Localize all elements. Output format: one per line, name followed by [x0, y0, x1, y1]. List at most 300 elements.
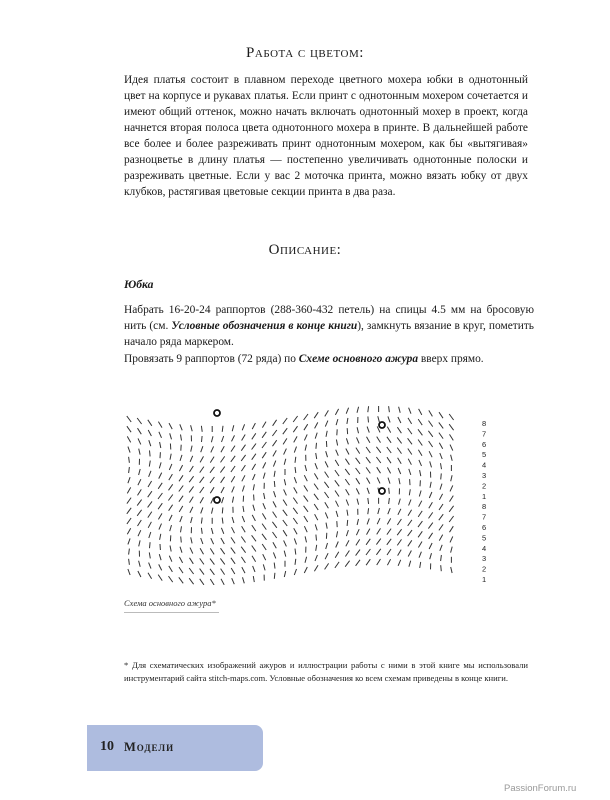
- chart-stitch-mark: [190, 456, 193, 462]
- chart-stitch-mark: [210, 548, 214, 554]
- chart-stitch-mark: [160, 442, 161, 448]
- chart-stitch-mark: [241, 445, 245, 451]
- chart-stitch-mark: [356, 529, 359, 535]
- heading-color-work: Работа с цветом:: [246, 45, 364, 61]
- chart-stitch-mark: [428, 431, 432, 437]
- chart-stitch-mark: [253, 576, 254, 582]
- chart-stitch-mark: [241, 547, 245, 553]
- chart-row-number: 5: [482, 533, 487, 543]
- chart-stitch-mark: [356, 539, 360, 545]
- chart-stitch-mark: [450, 434, 454, 440]
- chart-stitch-mark: [439, 524, 443, 530]
- chart-stitch-mark: [316, 443, 317, 449]
- chart-stitch-mark: [366, 467, 370, 473]
- chart-stitch-mark: [441, 555, 442, 561]
- chart-stitch-mark: [304, 526, 307, 532]
- chart-row-number: 6: [482, 439, 487, 449]
- section-title: Модели: [124, 740, 175, 754]
- chart-stitch-mark: [263, 462, 266, 468]
- chart-stitch-mark: [398, 417, 401, 423]
- chart-stitch-mark: [274, 573, 275, 579]
- chart-stitch-mark: [305, 536, 306, 542]
- chart-stitch-mark: [325, 421, 328, 427]
- chart-stitch-mark: [149, 552, 150, 558]
- subheading-skirt: Юбка: [124, 278, 154, 291]
- chart-stitch-mark: [231, 446, 235, 452]
- chart-stitch-mark: [253, 474, 256, 480]
- chart-stitch-mark: [191, 517, 193, 523]
- chart-stitch-mark: [262, 524, 266, 530]
- chart-stitch-mark: [201, 528, 202, 534]
- chart-stitch-mark: [368, 498, 369, 504]
- chart-stitch-mark: [284, 540, 287, 546]
- chart-stitch-mark: [273, 461, 275, 467]
- chart-stitch-mark: [367, 529, 370, 535]
- chart-stitch-mark: [387, 457, 391, 463]
- chart-stitch-mark: [262, 422, 266, 428]
- chart-stitch-mark: [191, 425, 193, 431]
- chart-stitch-mark: [190, 466, 194, 472]
- chart-stitch-mark: [357, 499, 359, 505]
- chart-stitch-mark: [242, 516, 244, 522]
- chart-stitch-mark: [273, 450, 276, 456]
- chart-stitch-mark: [420, 470, 421, 476]
- chart-stitch-mark: [440, 484, 442, 490]
- chart-stitch-mark: [325, 502, 329, 508]
- chart-stitch-mark: [232, 527, 235, 533]
- chart-stitch-mark: [430, 482, 431, 488]
- chart-stitch-mark: [200, 548, 203, 554]
- chart-stitch-mark: [242, 435, 246, 441]
- chart-stitch-mark: [357, 407, 359, 413]
- chart-stitch-mark: [367, 437, 370, 443]
- chart-stitch-mark: [440, 453, 442, 459]
- chart-stitch-mark: [179, 486, 183, 492]
- chart-stitch-mark: [346, 540, 349, 546]
- chart-row-number: 7: [482, 429, 487, 439]
- chart-row-number: 2: [482, 564, 487, 574]
- chart-stitch-mark: [191, 446, 192, 452]
- chart-row-number: 3: [482, 471, 487, 480]
- chart-stitch-mark: [409, 408, 411, 414]
- chart-stitch-mark: [429, 441, 433, 447]
- chart-stitch-mark: [439, 433, 443, 439]
- chart-stitch-mark: [222, 497, 224, 503]
- chart-stitch-mark: [326, 543, 328, 549]
- chart-stitch-mark: [170, 546, 171, 552]
- chart-stitch-mark: [129, 457, 130, 463]
- chart-stitch-mark: [200, 569, 204, 575]
- chart-stitch-mark: [252, 433, 256, 439]
- chart-stitch-mark: [138, 479, 141, 485]
- chart-stitch-mark: [159, 462, 161, 468]
- chart-stitch-mark: [451, 567, 452, 573]
- chart-stitch-mark: [336, 419, 338, 425]
- chart-stitch-mark: [242, 486, 244, 492]
- chart-stitch-mark: [148, 481, 152, 487]
- chart-stitch-mark: [305, 557, 307, 563]
- chart-stitch-mark: [314, 473, 318, 479]
- chart-stitch-mark: [450, 526, 454, 532]
- chart-stitch-mark: [316, 545, 317, 551]
- chart-stitch-mark: [294, 487, 297, 493]
- chart-stitch-mark: [304, 434, 307, 440]
- chart-stitch-mark: [169, 464, 172, 470]
- chart-stitch-mark: [397, 448, 401, 454]
- chart-stitch-mark: [419, 552, 421, 558]
- chart-stitch-mark: [388, 508, 390, 514]
- chart-stitch-mark: [315, 555, 317, 561]
- chart-stitch-mark: [336, 440, 337, 446]
- chart-stitch-mark: [304, 475, 307, 481]
- chart-stitch-mark: [179, 465, 182, 471]
- pattern-chart-reference: Схеме основного ажура: [298, 353, 419, 365]
- chart-stitch-mark: [325, 492, 329, 498]
- chart-row-number: 6: [482, 523, 487, 532]
- chart-stitch-mark: [304, 567, 307, 573]
- chart-stitch-mark: [314, 412, 318, 418]
- chart-stitch-mark: [408, 438, 412, 444]
- chart-stitch-mark: [408, 449, 412, 455]
- pattern-text-end: вверх прямо.: [418, 353, 484, 365]
- chart-stitch-mark: [201, 538, 203, 544]
- chart-stitch-mark: [347, 520, 348, 526]
- chart-stitch-mark: [160, 534, 161, 540]
- chart-stitch-mark: [201, 426, 202, 432]
- chart-stitch-mark: [273, 512, 277, 518]
- chart-stitch-mark: [295, 457, 296, 463]
- chart-stitch-mark: [409, 561, 411, 567]
- chart-row-number: 8: [482, 419, 487, 428]
- legend-reference: Условные обозначения в конце книги: [171, 320, 358, 332]
- chart-stitch-mark: [450, 496, 454, 502]
- chart-stitch-mark: [284, 449, 287, 455]
- chart-stitch-mark: [221, 569, 225, 575]
- chart-stitch-mark: [139, 469, 141, 475]
- chart-stitch-mark: [148, 430, 151, 436]
- chart-stitch-mark: [398, 560, 401, 566]
- chart-stitch-mark: [449, 414, 453, 420]
- chart-stitch-mark: [293, 508, 297, 514]
- chart-stitch-mark: [441, 473, 442, 479]
- chart-stitch-mark: [252, 535, 256, 541]
- chart-yarn-over-symbol: [379, 422, 385, 428]
- chart-stitch-mark: [241, 465, 245, 471]
- chart-stitch-mark: [180, 455, 182, 461]
- chart-stitch-mark: [419, 460, 422, 466]
- chart-stitch-mark: [357, 427, 358, 433]
- chart-stitch-mark: [294, 569, 296, 575]
- chart-stitch-mark: [450, 485, 453, 491]
- chart-stitch-mark: [190, 558, 194, 564]
- chart-stitch-mark: [127, 528, 130, 534]
- chart-stitch-mark: [264, 493, 265, 499]
- chart-stitch-mark: [335, 480, 339, 486]
- chart-stitch-mark: [170, 433, 172, 439]
- watermark: PassionForum.ru: [504, 783, 577, 794]
- chart-stitch-mark: [158, 575, 162, 581]
- chart-stitch-mark: [211, 538, 214, 544]
- chart-stitch-mark: [231, 537, 235, 543]
- chart-stitch-mark: [221, 456, 225, 462]
- chart-stitch-mark: [179, 496, 183, 502]
- chart-stitch-mark: [220, 558, 224, 564]
- chart-stitch-mark: [366, 457, 370, 463]
- chart-stitch-mark: [387, 427, 390, 433]
- chart-stitch-mark: [180, 547, 182, 553]
- chart-stitch-mark: [273, 552, 275, 558]
- chart-stitch-mark: [273, 532, 277, 538]
- chart-stitch-mark: [127, 426, 131, 432]
- chart-stitch-mark: [137, 418, 141, 424]
- chart-stitch-mark: [409, 500, 411, 506]
- chart-stitch-mark: [408, 418, 412, 424]
- chart-stitch-mark: [293, 498, 297, 504]
- chart-stitch-mark: [201, 507, 203, 513]
- chart-stitch-mark: [336, 531, 337, 537]
- chart-stitch-mark: [274, 471, 275, 477]
- chart-stitch-mark: [377, 528, 381, 534]
- chart-stitch-mark: [439, 504, 443, 510]
- chart-stitch-mark: [179, 475, 183, 481]
- chart-stitch-mark: [376, 457, 380, 463]
- chart-stitch-mark: [231, 476, 235, 482]
- chart-stitch-mark: [139, 540, 140, 546]
- chart-stitch-mark: [200, 467, 204, 473]
- chart-stitch-mark: [430, 553, 432, 559]
- chart-stitch-mark: [441, 565, 442, 571]
- chart-stitch-mark: [231, 548, 235, 554]
- chart-stitch-mark: [220, 467, 224, 473]
- chart-stitch-mark: [314, 504, 318, 510]
- chart-stitch-mark: [387, 437, 391, 443]
- chart-stitch-mark: [420, 562, 421, 568]
- pattern-text: Провязать 9 раппортов (72 ряда) по: [124, 353, 299, 365]
- chart-stitch-mark: [169, 556, 172, 562]
- chart-stitch-mark: [346, 489, 350, 495]
- chart-stitch-mark: [138, 489, 142, 495]
- chart-stitch-mark: [231, 456, 235, 462]
- chart-stitch-mark: [315, 524, 317, 530]
- chart-stitch-mark: [272, 522, 276, 528]
- chart-stitch-mark: [429, 410, 433, 416]
- chart-stitch-mark: [398, 509, 401, 515]
- chart-stitch-mark: [419, 501, 422, 507]
- chart-stitch-mark: [252, 525, 256, 531]
- chart-stitch-mark: [376, 539, 380, 545]
- chart-stitch-mark: [262, 442, 266, 448]
- chart-stitch-mark: [347, 418, 348, 424]
- chart-stitch-mark: [169, 505, 173, 511]
- chart-stitch-mark: [231, 558, 235, 564]
- chart-stitch-mark: [429, 451, 432, 457]
- chart-stitch-mark: [262, 513, 266, 519]
- chart-stitch-mark: [316, 535, 317, 541]
- chart-stitch-mark: [158, 483, 162, 489]
- chart-stitch-mark: [127, 487, 130, 493]
- chart-stitch-mark: [408, 428, 412, 434]
- chart-stitch-mark: [169, 484, 173, 490]
- chart-stitch-mark: [398, 458, 402, 464]
- chart-stitch-mark: [408, 510, 412, 516]
- chart-stitch-mark: [325, 553, 328, 559]
- chart-stitch-mark: [450, 536, 453, 542]
- chart-stitch-mark: [148, 522, 151, 528]
- chart-stitch-mark: [387, 529, 391, 535]
- chart-stitch-mark: [418, 440, 422, 446]
- chart-stitch-mark: [325, 563, 329, 569]
- chart-stitch-mark: [200, 579, 204, 585]
- chart-stitch-mark: [324, 482, 328, 488]
- chart-stitch-mark: [418, 531, 422, 537]
- chart-stitch-mark: [387, 549, 391, 555]
- chart-stitch-mark: [128, 569, 130, 575]
- chart-stitch-mark: [294, 477, 296, 483]
- chart-stitch-mark: [179, 557, 182, 563]
- chart-stitch-mark: [210, 559, 214, 565]
- chart-stitch-mark: [295, 559, 296, 565]
- chart-stitch-mark: [429, 543, 432, 549]
- chart-stitch-mark: [181, 537, 182, 543]
- lace-chart: [117, 405, 497, 585]
- chart-stitch-mark: [419, 491, 421, 497]
- chart-stitch-mark: [377, 467, 381, 473]
- chart-stitch-mark: [222, 436, 224, 442]
- chart-stitch-mark: [284, 571, 285, 577]
- chart-stitch-mark: [314, 565, 318, 571]
- chart-stitch-mark: [169, 566, 173, 572]
- chart-stitch-mark: [428, 523, 432, 529]
- chart-stitch-mark: [325, 512, 328, 518]
- chart-stitch-mark: [159, 564, 162, 570]
- chart-stitch-mark: [263, 564, 265, 570]
- chart-stitch-mark: [399, 499, 401, 505]
- chart-stitch-mark: [418, 450, 422, 456]
- chart-stitch-mark: [137, 510, 141, 516]
- chart-stitch-mark: [232, 425, 234, 431]
- caption-divider: [124, 612, 219, 613]
- chart-stitch-mark: [315, 422, 318, 428]
- chart-stitch-mark: [221, 477, 225, 483]
- chart-stitch-mark: [252, 444, 256, 450]
- chart-stitch-mark: [388, 478, 390, 484]
- chart-stitch-mark: [399, 478, 400, 484]
- chart-stitch-mark: [262, 544, 266, 550]
- chart-stitch-mark: [283, 530, 287, 536]
- chart-stitch-mark: [345, 561, 349, 567]
- chart-stitch-mark: [180, 424, 182, 430]
- chart-stitch-mark: [335, 409, 338, 415]
- chart-stitch-mark: [191, 537, 192, 543]
- chart-stitch-mark: [345, 459, 349, 465]
- chart-stitch-mark: [397, 539, 401, 545]
- chart-stitch-mark: [409, 489, 410, 495]
- chart-stitch-mark: [335, 562, 339, 568]
- chart-stitch-mark: [356, 458, 360, 464]
- chart-stitch-mark: [294, 436, 297, 442]
- chart-stitch-mark: [367, 518, 369, 524]
- chart-stitch-mark: [190, 548, 193, 554]
- chart-row-number: 4: [482, 543, 487, 553]
- chart-stitch-mark: [232, 435, 235, 441]
- chart-stitch-mark: [232, 517, 234, 523]
- chart-stitch-mark: [202, 436, 203, 442]
- chart-stitch-mark: [231, 568, 235, 574]
- chart-stitch-mark: [356, 550, 360, 556]
- chart-stitch-mark: [346, 500, 348, 506]
- chart-stitch-mark: [252, 546, 256, 552]
- chart-stitch-mark: [253, 484, 254, 490]
- chart-stitch-mark: [439, 535, 442, 541]
- chart-stitch-mark: [398, 468, 401, 474]
- chart-stitch-mark: [211, 446, 214, 452]
- chart-stitch-mark: [304, 516, 308, 522]
- chart-stitch-mark: [129, 559, 130, 565]
- chart-caption: Схема основного ажура*: [124, 598, 216, 608]
- chart-stitch-mark: [304, 414, 308, 420]
- chart-stitch-mark: [451, 455, 453, 461]
- chart-stitch-mark: [409, 469, 411, 475]
- chart-stitch-mark: [127, 508, 131, 514]
- chart-stitch-mark: [148, 512, 152, 518]
- chart-stitch-mark: [200, 456, 203, 462]
- chart-stitch-mark: [181, 526, 182, 532]
- chart-stitch-mark: [158, 422, 162, 428]
- chart-row-number: 1: [482, 491, 487, 501]
- chart-stitch-mark: [150, 450, 151, 456]
- chart-stitch-mark: [210, 477, 214, 483]
- chart-stitch-mark: [283, 500, 287, 506]
- chart-stitch-mark: [252, 464, 256, 470]
- chart-stitch-mark: [210, 487, 214, 493]
- chart-stitch-mark: [263, 473, 265, 479]
- chart-stitch-mark: [449, 506, 453, 512]
- chart-stitch-mark: [243, 506, 244, 512]
- chart-stitch-mark: [210, 457, 214, 463]
- paragraph-color-work: Идея платья состоит в плавном переходе цветного мохера юбки в однотонный цвет на корпусе и рукавах платья. Если принт с однотонным мохером сочетается и имеют общий оттенок, можно начать включать однотонный мохер в проект, когда начнется вторая полоса цвета однотонного мохера в принте. В дальнейшей работе все более и более разреживать принт однотонным мохером, как бы «вытягивая» разноцветье в длину платья — постепенно увеличивать однотонные полоски и разреживать цветные. Если у вас 2 моточка принта, можно вязать юбку от двух клубков, растягивая цветовые секции принта в два раза.: [124, 74, 528, 198]
- chart-stitch-mark: [232, 578, 235, 584]
- chart-stitch-mark: [336, 511, 338, 517]
- chart-stitch-mark: [222, 507, 223, 513]
- chart-stitch-mark: [252, 556, 256, 562]
- cast-on-text: Набрать 16-20-24 раппортов (288-360-432 петель) на спицы 4.5 мм на бросовую нить (см.: [124, 304, 534, 332]
- chart-row-number: 4: [482, 460, 487, 470]
- chart-stitch-mark: [243, 577, 245, 583]
- chart-stitch-mark: [222, 426, 223, 432]
- chart-stitch-mark: [283, 438, 287, 444]
- chart-stitch-mark: [295, 467, 296, 473]
- chart-stitch-mark: [221, 528, 223, 534]
- chart-stitch-mark: [305, 465, 307, 471]
- chart-stitch-mark: [221, 548, 225, 554]
- chart-stitch-mark: [357, 519, 358, 525]
- chart-stitch-mark: [242, 424, 244, 430]
- chart-stitch-mark: [138, 428, 142, 434]
- chart-stitch-mark: [212, 508, 213, 514]
- chart-stitch-mark: [419, 409, 422, 415]
- chart-stitch-mark: [179, 577, 183, 583]
- chart-stitch-mark: [262, 534, 266, 540]
- chart-stitch-mark: [221, 579, 224, 585]
- chart-stitch-mark: [231, 466, 235, 472]
- heading-description: Описание:: [268, 242, 342, 258]
- chart-stitch-mark: [253, 566, 255, 572]
- chart-stitch-mark: [129, 467, 130, 473]
- chart-stitch-mark: [169, 515, 172, 521]
- chart-stitch-mark: [346, 408, 348, 414]
- chart-stitch-mark: [127, 436, 130, 442]
- chart-stitch-mark: [314, 484, 318, 490]
